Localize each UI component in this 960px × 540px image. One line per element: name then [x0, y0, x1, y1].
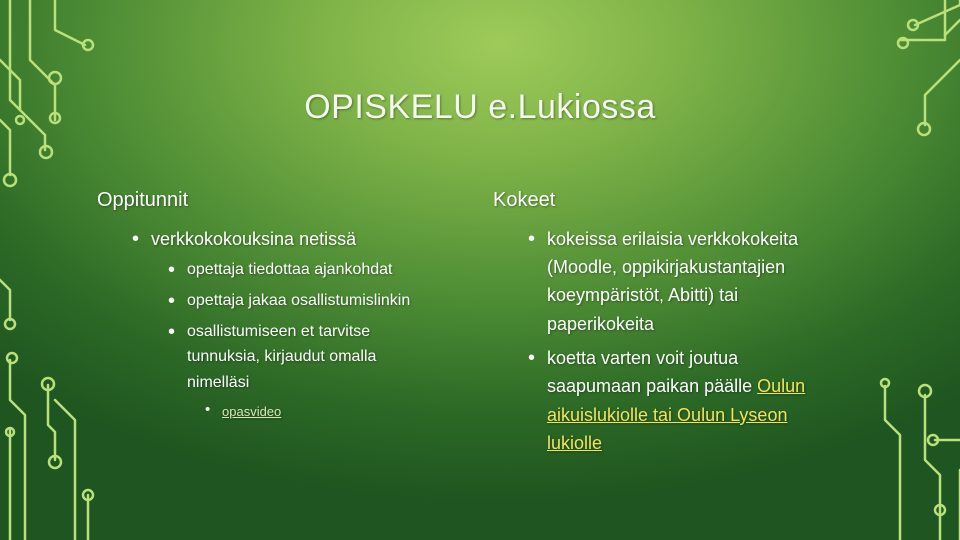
- left-sub-item-1: opettaja tiedottaa ajankohdat: [187, 261, 393, 278]
- left-heading: Oppitunnit: [97, 189, 189, 211]
- right-item-2-line-2: [547, 376, 805, 397]
- right-item-1-line-1: kokeissa erilaisia verkkokokeita: [547, 229, 799, 249]
- right-item-1-line-4: paperikokeita: [547, 314, 655, 334]
- slide-title: OPISKELU e.Lukiossa: [304, 88, 656, 126]
- oulun-link-part-3[interactable]: lukiolle: [547, 433, 603, 453]
- left-sub-item-3-line-1: osallistumiseen et tarvitse: [187, 323, 371, 340]
- bullet-icon: •: [168, 290, 176, 312]
- right-item-1-line-3: koeympäristöt, Abitti) tai: [547, 285, 739, 305]
- bullet-icon: •: [528, 347, 536, 369]
- right-item-2-line-1: koetta varten voit joutua: [547, 348, 739, 368]
- bullet-icon: •: [168, 321, 176, 343]
- left-sub-item-2: opettaja jakaa osallistumislinkin: [187, 292, 411, 309]
- bullet-icon: •: [528, 228, 536, 250]
- left-item-1: verkkokokouksina netissä: [151, 229, 357, 249]
- left-sub-item-3-line-2: tunnuksia, kirjaudut omalla: [187, 348, 377, 365]
- bullet-icon: •: [132, 228, 140, 250]
- right-item-1-line-2: (Moodle, oppikirjakustantajien: [547, 257, 786, 277]
- right-item-2-text: saapumaan paikan päälle: [547, 376, 758, 396]
- opasvideo-link[interactable]: opasvideo: [222, 404, 282, 419]
- oulun-link-part-2[interactable]: aikuislukiolle tai Oulun Lyseon: [547, 405, 788, 425]
- bullet-icon: •: [205, 401, 211, 418]
- bullet-icon: •: [168, 259, 176, 281]
- right-heading: Kokeet: [493, 189, 556, 211]
- oulun-link-part-1[interactable]: Oulun: [757, 376, 806, 396]
- left-sub-item-3-line-3: nimelläsi: [187, 374, 250, 391]
